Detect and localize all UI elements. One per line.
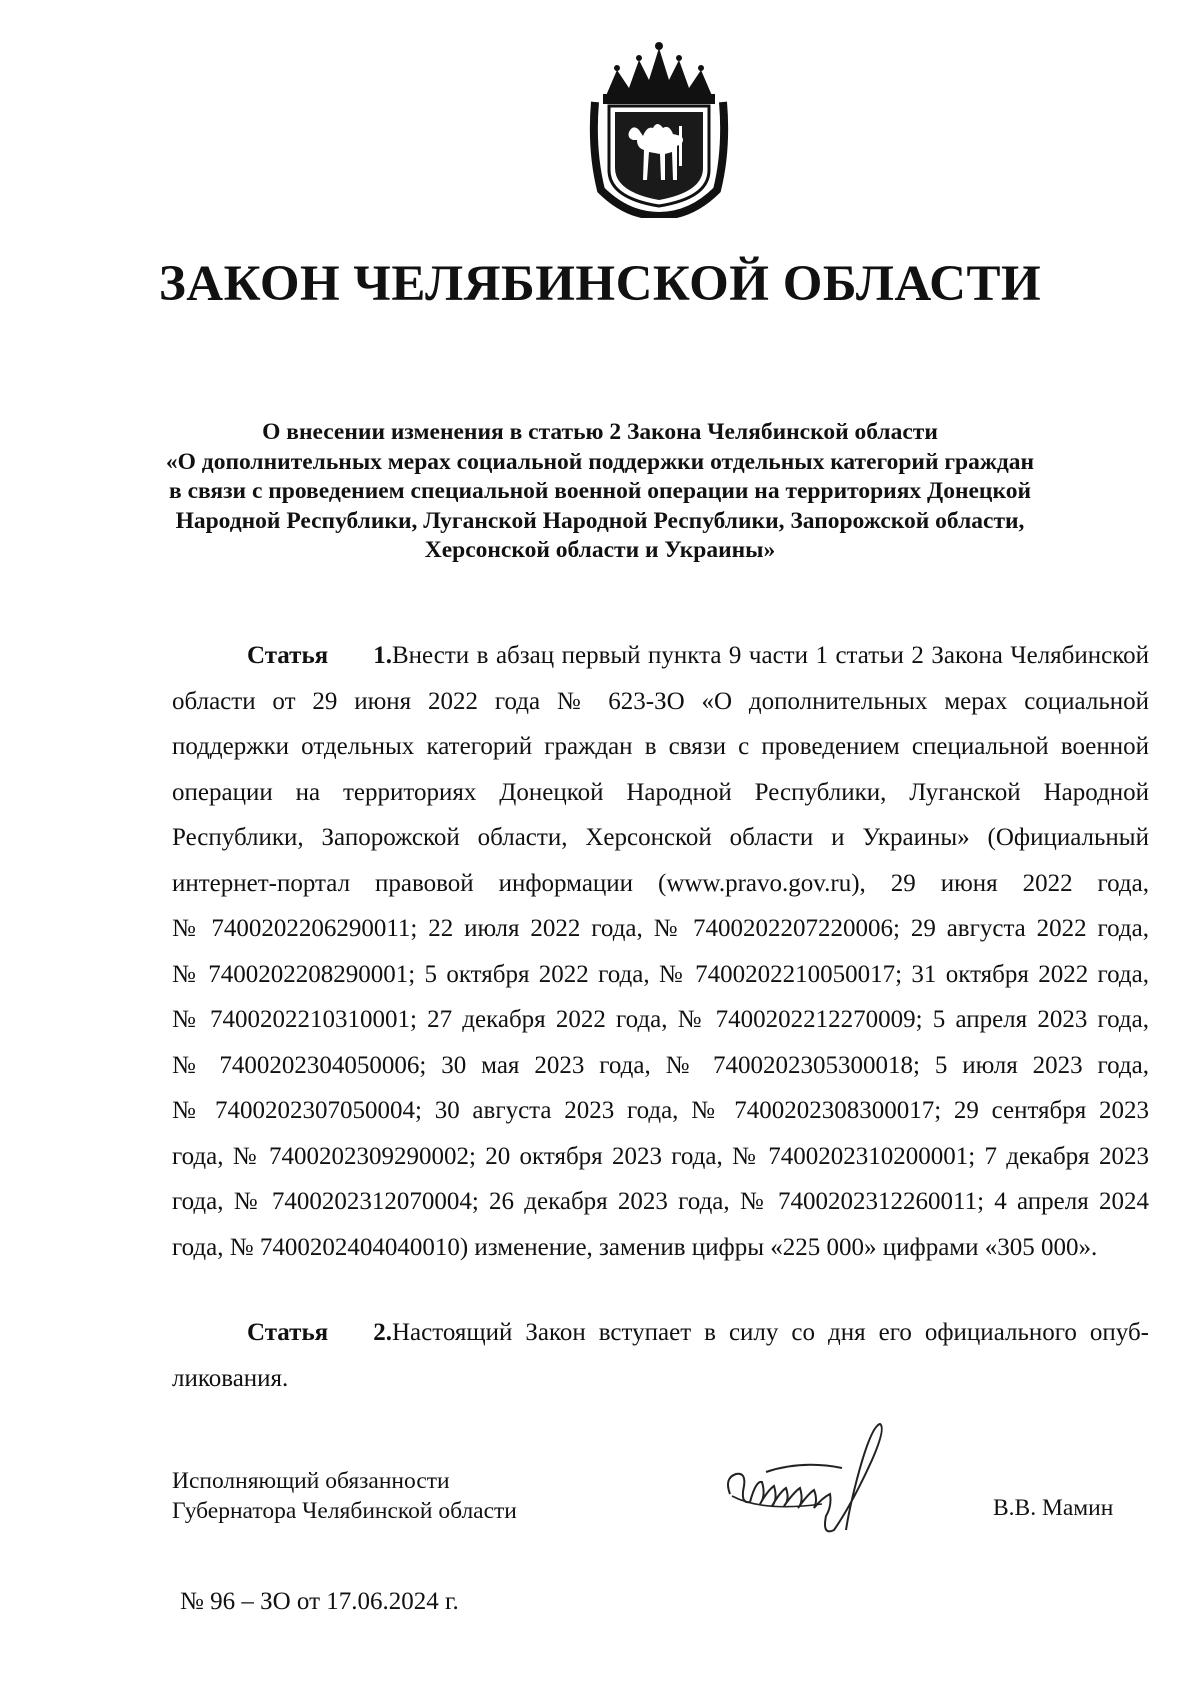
article-line: № 7400202206290011; 22 июля 2022 года, № 7400202207220006; 29 августа 2022 года, [172,915,1149,942]
article-text: Настоящий Закон вступает в силу со дня его официального опуб- [392,1319,1149,1346]
handwritten-signature [722,1420,942,1540]
crown-icon [603,42,715,104]
article-line: № 7400202304050006; 30 мая 2023 года, № 7400202305300018; 5 июля 2023 года, [172,1051,1149,1079]
subtitle-line: Херсонской области и Украины» [424,537,776,563]
article-text: Внести в абзац первый пункта 9 части 1 статьи 2 Закона Челябинской [392,642,1149,669]
article-label: Статья 2. [247,1319,392,1346]
article-line: года, № 7400202309290002; 20 октября 2023 года, № 7400202310200001; 7 декабря 2023 [172,1142,1149,1170]
position-line: Исполняющий обязанности [172,1468,450,1494]
signer-position [172,1466,517,1526]
article-line: года, № 7400202312070004; 26 декабря 2023 года, № 7400202312260011; 4 апреля 2024 [172,1188,1149,1215]
article-1 [172,633,1149,1270]
article-line: ликования. [172,1364,289,1392]
signer-name: В.В. Мамин [993,1495,1114,1521]
article-line: № 7400202307050004; 30 августа 2023 года, № 7400202308300017; 29 сентября 2023 [172,1097,1149,1124]
subtitle-line: Народной Республики, Луганской Народной Республики, Запорожской области, [175,507,1025,534]
position-line: Губернатора Челябинской области [172,1498,517,1524]
subtitle-line: в связи с проведением специальной военной операции на территориях Донецкой [169,478,1031,504]
article-line: Республики, Запорожской области, Херсонской области и Украины» (Официальный [172,824,1149,851]
article-line: области от 29 июня 2022 года № 623-ЗО «О дополнительных мерах социальной [172,687,1149,715]
article-line: интернет-портал правовой информации (www.pravo.gov.ru), 29 июня 2022 года, [172,869,1149,897]
article-line: операции на территориях Донецкой Народной Республики, Луганской Народной [172,778,1149,806]
document-subtitle [150,418,1050,566]
document-number-date: № 96 – ЗО от 17.06.2024 г. [180,1588,459,1615]
document-title: ЗАКОН ЧЕЛЯБИНСКОЙ ОБЛАСТИ [158,256,1042,312]
article-line: поддержки отдельных категорий граждан в связи с проведением специальной военной [172,733,1149,760]
subtitle-line: «О дополнительных мерах социальной поддержки отдельных категорий граждан [165,448,1035,475]
article-label: Статья 1. [247,642,392,669]
article-line: № 7400202210310001; 27 декабря 2022 года, № 7400202212270009; 5 апреля 2023 года, [172,1006,1149,1033]
article-2 [172,1310,1149,1401]
subtitle-line: О внесении изменения в статью 2 Закона Челябинской области [262,419,938,445]
article-line: № 7400202208290001; 5 октября 2022 года, № 7400202210050017; 31 октября 2022 года, [172,960,1149,988]
article-line: года, № 7400202404040010) изменение, заменив цифры «225 000» цифрами «305 000». [172,1233,1098,1261]
article-line [172,1310,1149,1356]
article-line [172,633,1149,679]
coat-of-arms-emblem [587,40,731,218]
